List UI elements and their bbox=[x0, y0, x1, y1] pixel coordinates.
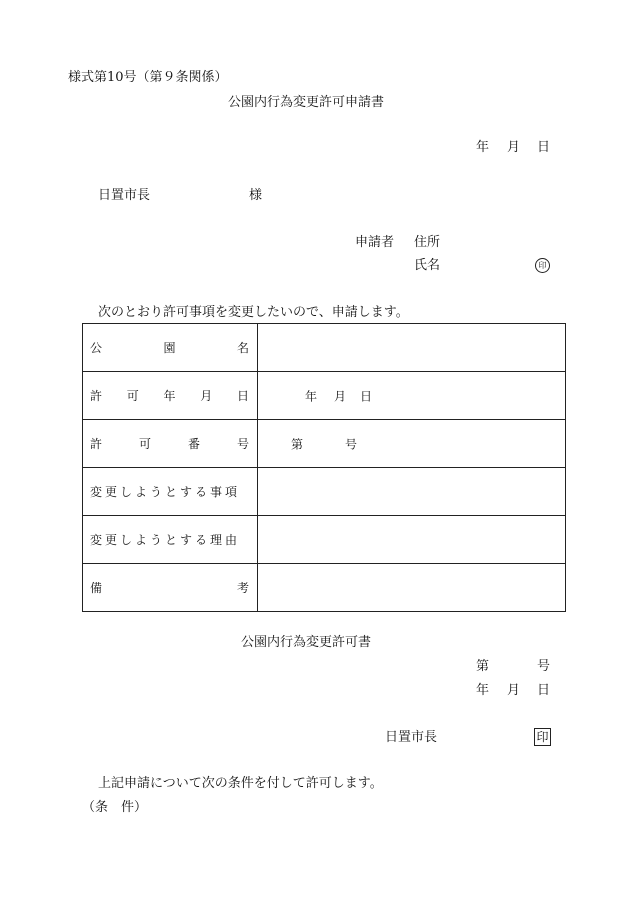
date-year-label: 年 bbox=[476, 140, 490, 155]
addressee-honorific: 様 bbox=[249, 188, 263, 203]
date-day-label: 日 bbox=[537, 140, 551, 155]
row-label-change-reason: 変更しようとする理由 bbox=[83, 516, 258, 564]
table-row bbox=[83, 372, 566, 420]
addressee-name: 日置市長 bbox=[98, 188, 151, 203]
table-row bbox=[83, 468, 566, 516]
park-name-field[interactable] bbox=[258, 324, 566, 372]
permit-number-suffix-label: 号 bbox=[537, 659, 551, 674]
applicant-label: 申請者 bbox=[355, 235, 395, 250]
permit-date-month: 月 bbox=[334, 389, 347, 403]
row-label-park-name: 公 園 名 bbox=[83, 324, 258, 372]
permit-number-prefix-label: 第 bbox=[476, 659, 490, 674]
permit-seal bbox=[534, 728, 551, 746]
applicant-seal bbox=[535, 258, 550, 273]
permit-date-year-label: 年 bbox=[476, 683, 490, 698]
change-items-field[interactable] bbox=[258, 468, 566, 516]
table-row bbox=[83, 564, 566, 612]
permit-date-year: 年 bbox=[305, 389, 318, 403]
conditions-label: （条 件） bbox=[82, 800, 148, 815]
permit-date-month-label: 月 bbox=[507, 683, 521, 698]
seal-box-icon: 印 bbox=[534, 728, 551, 746]
date-month-label: 月 bbox=[507, 140, 521, 155]
remarks-field[interactable] bbox=[258, 564, 566, 612]
row-label-permit-date: 許 可 年 月 日 bbox=[83, 372, 258, 420]
permit-number-field[interactable] bbox=[258, 420, 566, 468]
change-reason-field[interactable] bbox=[258, 516, 566, 564]
row-label-remarks: 備 考 bbox=[83, 564, 258, 612]
row-label-change-items: 変更しようとする事項 bbox=[83, 468, 258, 516]
applicant-address-label: 住所 bbox=[414, 235, 441, 250]
row-label-permit-number: 許 可 番 号 bbox=[83, 420, 258, 468]
table-row bbox=[83, 324, 566, 372]
document-title: 公園内行為変更許可申請書 bbox=[228, 95, 385, 110]
permit-date-field[interactable] bbox=[258, 372, 566, 420]
permit-text: 上記申請について次の条件を付して許可します。 bbox=[98, 776, 383, 791]
permit-issuer: 日置市長 bbox=[385, 730, 438, 745]
permit-date-day: 日 bbox=[360, 389, 373, 403]
permit-number-suffix: 号 bbox=[345, 437, 358, 451]
table-row bbox=[83, 420, 566, 468]
application-table bbox=[82, 323, 566, 612]
permit-number-prefix: 第 bbox=[291, 437, 304, 451]
applicant-name-label: 氏名 bbox=[414, 258, 441, 273]
form-number: 様式第10号（第９条関係） bbox=[68, 70, 228, 85]
table-row bbox=[83, 516, 566, 564]
intro-text: 次のとおり許可事項を変更したいので、申請します。 bbox=[98, 305, 409, 320]
seal-circle-icon: 印 bbox=[535, 258, 550, 273]
permit-date-day-label: 日 bbox=[537, 683, 551, 698]
permit-title: 公園内行為変更許可書 bbox=[241, 635, 372, 650]
